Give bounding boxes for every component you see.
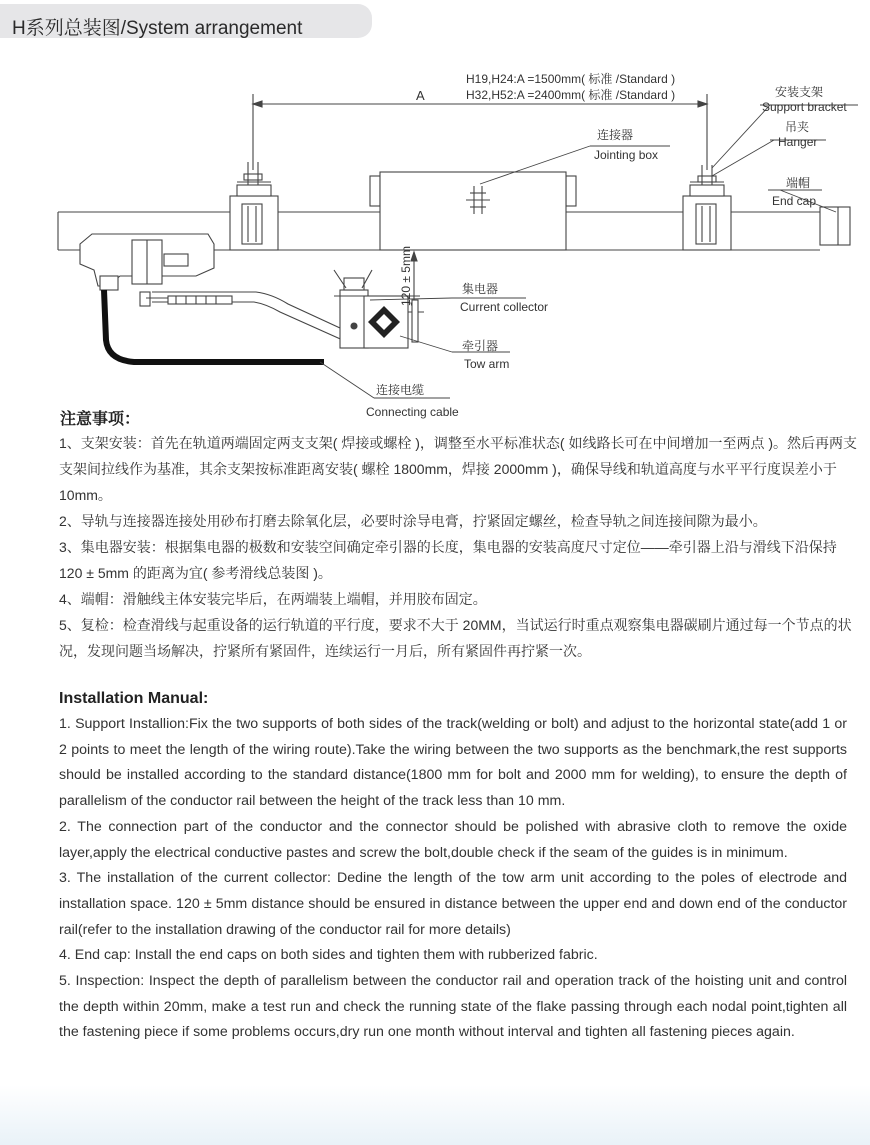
hanger-label-cn: 吊夹 bbox=[785, 120, 810, 134]
current-collector-trolley bbox=[80, 234, 214, 306]
tow-arm bbox=[146, 292, 366, 346]
manual-en-body bbox=[59, 712, 847, 1046]
notes-cn-item: 3、集电器安装：根据集电器的极数和安装空间确定牵引器的长度，集电器的安装高度尺寸定位——牵引器上沿与滑线下沿保持 120 ± 5mm 的距离为宜( 参考滑线总装图 )。 bbox=[59, 539, 837, 581]
collector-label-en: Current collector bbox=[460, 300, 549, 314]
end-cap bbox=[820, 207, 850, 245]
left-hanger bbox=[230, 162, 278, 250]
notes-cn-item: 5、复检：检查滑线与起重设备的运行轨道的平行度，要求不大于 20MM，当试运行时重点观察集电器碳刷片通过每一个节点的状况，发现问题当场解决，拧紧所有紧固件，连续运行一月后，所有紧固件再拧紧一次。 bbox=[59, 617, 852, 659]
manual-en-item: 5. Inspection: Inspect the depth of parallelism between the conductor rail and operation track of the hoisting unit and control the depth within 20mm, make a test run and check the running state of the flake passing through each nodal point,tighten all the fastening piece if some problems occurs,dry run one month without interval and tighten all fastening pieces again. bbox=[59, 973, 847, 1041]
notes-cn-item: 2、导轨与连接器连接处用砂布打磨去除氧化层，必要时涂导电膏，拧紧固定螺丝，检查导轨之间连接间隙为最小。 bbox=[59, 513, 767, 529]
jointing-box bbox=[370, 172, 576, 250]
endcap-label-en: End cap bbox=[772, 194, 817, 208]
height-dimension-label: 120 ± 5mm bbox=[399, 246, 413, 306]
joint-label-en: Jointing box bbox=[594, 148, 659, 162]
hanger-label-en: Hanger bbox=[778, 135, 818, 149]
system-arrangement-diagram bbox=[0, 40, 870, 419]
dimension-a-label: A bbox=[416, 88, 425, 103]
manual-en-item: 4. End cap: Install the end caps on both sides and tighten them with rubberized fabric. bbox=[59, 947, 598, 964]
towarm-label-cn: 牵引器 bbox=[462, 339, 499, 353]
notes-cn-item: 1、支架安装：首先在轨道两端固定两支支架( 焊接或螺栓 )，调整至水平标准状态( 如线路长可在中间增加一至两点 )。然后再两支支架间拉线作为基准，其余支架按标准距离安装( 螺栓 1800mm，焊接 2000mm )，确保导线和轨道高度与水平平行度误差小于 10mm。 bbox=[59, 435, 857, 503]
manual-en-title: Installation Manual: bbox=[59, 690, 209, 707]
page-background-fade bbox=[0, 1085, 870, 1145]
towarm-label-en: Tow arm bbox=[464, 357, 510, 371]
endcap-label-cn: 端帽 bbox=[786, 176, 811, 190]
support-bracket-label-cn: 安装支架 bbox=[775, 85, 824, 99]
support-bracket-label-en: Support bracket bbox=[762, 100, 847, 114]
joint-label-cn: 连接器 bbox=[597, 128, 634, 142]
cable-label-en: Connecting cable bbox=[366, 405, 459, 419]
collector-label-cn: 集电器 bbox=[462, 282, 499, 296]
notes-cn-body bbox=[59, 430, 859, 664]
manual-en-item: 1. Support Installion:Fix the two supports of both sides of the track(welding or bolt) and adjust to the horizontal state(add 1 or 2 points to meet the length of the wiring route).Take the wiring between the two supports as the benchmark,the rest supports should be installed according to the standard distance(1800 mm for bolt and 2000 mm for welding), to ensure the depth of parallelism of the conductor rail between the height of the track less than 10 mm. bbox=[59, 716, 847, 810]
notes-cn-item: 4、端帽：滑触线主体安装完毕后，在两端装上端帽，并用胶布固定。 bbox=[59, 591, 487, 607]
notes-cn-title: 注意事项： bbox=[60, 411, 141, 428]
cable-label-cn: 连接电缆 bbox=[376, 383, 425, 397]
manual-en-item: 3. The installation of the current collector: Dedine the length of the tow arm unit according to the poles of electrode and installation space. 120 ± 5mm distance should be ensured in distance between the upper end and down end of the conductor rail(refer to the installation drawing of the conductor rail for more details) bbox=[59, 870, 847, 938]
spec-line-1: H19,H24:A =1500mm( 标准 /Standard ) bbox=[466, 72, 676, 86]
right-hanger bbox=[683, 165, 731, 250]
section-title-tab bbox=[0, 4, 372, 38]
page-title: H系列总装图/System arrangement bbox=[12, 18, 303, 39]
manual-en-item: 2. The connection part of the conductor and the connector should be polished with abrasive cloth to remove the oxide layer,apply the electrical conductive pastes and screw the bolt,double check if the seam of the guides is in minimum. bbox=[59, 818, 847, 861]
spec-line-2: H32,H52:A =2400mm( 标准 /Standard ) bbox=[466, 88, 676, 102]
